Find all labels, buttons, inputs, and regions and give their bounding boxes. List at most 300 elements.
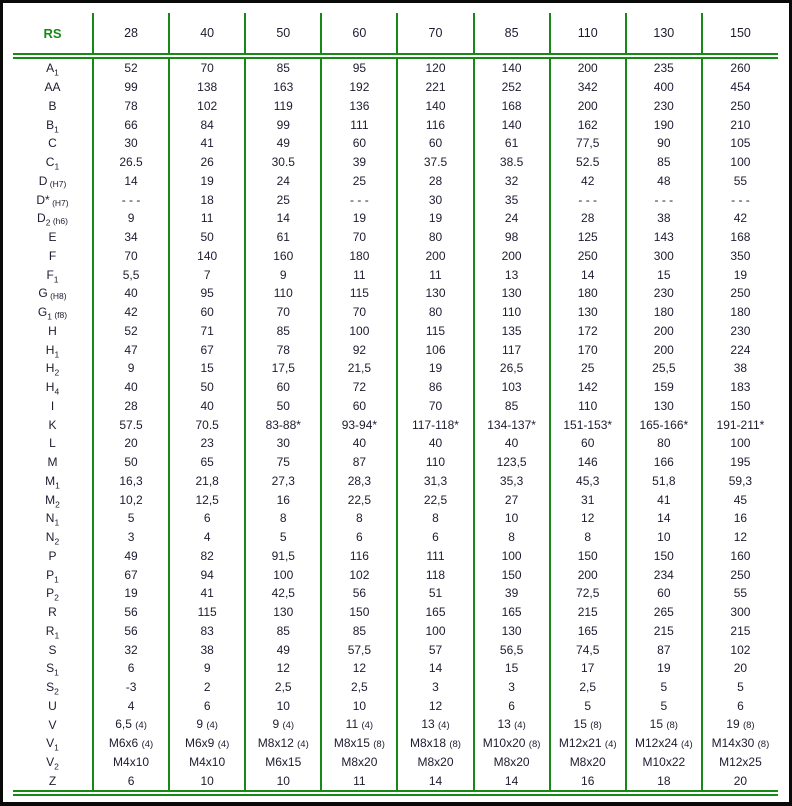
table-cell: 15	[169, 359, 245, 378]
cell-count-note: (4)	[206, 720, 218, 732]
row-label: AA	[44, 80, 61, 95]
table-cell: 12	[702, 528, 778, 547]
table-cell: 52.5	[550, 153, 626, 172]
table-cell: 13 (4)	[474, 715, 550, 734]
table-cell: 4	[169, 528, 245, 547]
table-cell: 14	[397, 772, 473, 794]
table-cell: 10	[626, 528, 702, 547]
table-cell: 130	[397, 284, 473, 303]
table-cell: 150	[321, 603, 397, 622]
table-cell: 78	[93, 97, 169, 116]
table-cell: 18	[626, 772, 702, 794]
table-cell: 123,5	[474, 453, 550, 472]
table-cell: 5	[626, 697, 702, 716]
table-cell: 41	[626, 490, 702, 509]
table-cell: - - -	[550, 190, 626, 209]
table-cell: 159	[626, 378, 702, 397]
table-cell: 98	[474, 228, 550, 247]
table-row	[13, 603, 778, 622]
table-row	[13, 284, 778, 303]
table-cell: 57	[397, 640, 473, 659]
row-label: I	[50, 398, 55, 413]
row-label-subscript: 1	[54, 574, 59, 584]
table-cell: 140	[474, 115, 550, 134]
row-label: $B_1$	[46, 117, 59, 134]
row-label: M	[47, 455, 58, 470]
table-cell: 38	[626, 209, 702, 228]
table-cell: - - -	[93, 190, 169, 209]
table-cell: 87	[626, 640, 702, 659]
cell-count-note: (4)	[282, 720, 295, 732]
table-cell: 150	[626, 547, 702, 566]
table-cell: 252	[474, 78, 550, 97]
table-cell: 71	[169, 322, 245, 341]
table-cell: 49	[93, 547, 169, 566]
row-label-tolerance-note: (h6)	[50, 216, 68, 227]
table-cell: 110	[397, 453, 473, 472]
table-row	[13, 753, 778, 772]
table-row	[13, 490, 778, 509]
table-cell: 400	[626, 78, 702, 97]
dimension-table	[13, 13, 778, 796]
table-cell: 99	[93, 78, 169, 97]
table-cell: M4x10	[93, 753, 169, 772]
table-cell: 300	[702, 603, 778, 622]
row-label: $V_2$	[46, 755, 59, 772]
row-label-subscript: 1	[54, 161, 60, 172]
table-cell: 16	[550, 772, 626, 794]
table-cell: 163	[245, 78, 321, 97]
table-cell: 13 (4)	[397, 715, 473, 734]
row-label-subscript: 2	[54, 686, 59, 697]
column-header: 85	[474, 13, 550, 56]
table-cell: 111	[321, 115, 397, 134]
table-cell: 9	[245, 265, 321, 284]
table-cell: 100	[245, 565, 321, 584]
table-cell: 200	[626, 322, 702, 341]
table-cell: 40	[397, 434, 473, 453]
table-cell: 19	[93, 584, 169, 603]
table-cell: 230	[626, 97, 702, 116]
row-label: $P_2$	[46, 586, 59, 603]
table-cell: 3	[93, 528, 169, 547]
table-cell: 103	[474, 378, 550, 397]
table-cell: 230	[626, 284, 702, 303]
table-cell: 3	[397, 678, 473, 697]
table-cell: 117	[474, 340, 550, 359]
table-cell: 215	[550, 603, 626, 622]
cell-count-note: (8)	[373, 739, 385, 751]
table-cell: 25	[321, 172, 397, 191]
table-cell: 42	[93, 303, 169, 322]
table-cell: 9	[93, 359, 169, 378]
row-label: B	[48, 98, 57, 113]
table-cell: 130	[474, 622, 550, 641]
row-label-subscript: 4	[54, 386, 60, 397]
row-label: $H_1$	[45, 342, 60, 359]
table-cell: 150	[702, 397, 778, 416]
table-row	[13, 509, 778, 528]
table-cell: 12,5	[169, 490, 245, 509]
table-cell: 35	[474, 190, 550, 209]
table-cell: 130	[474, 284, 550, 303]
row-label: H	[48, 323, 57, 338]
cell-count-note: (8)	[666, 720, 678, 732]
cell-count-note: (8)	[757, 739, 770, 751]
table-cell: 16	[245, 490, 321, 509]
table-cell: 49	[245, 134, 321, 153]
table-cell: 136	[321, 97, 397, 116]
column-header: 60	[321, 13, 397, 56]
row-label-subscript: 1	[54, 667, 59, 678]
table-cell: 9 (4)	[245, 715, 321, 734]
table-cell: 67	[93, 565, 169, 584]
row-label: C	[48, 136, 57, 151]
table-row	[13, 565, 778, 584]
table-cell: 5	[550, 697, 626, 716]
table-cell: 50	[245, 397, 321, 416]
row-label: G (H8)	[38, 286, 67, 302]
table-cell: 60	[245, 378, 321, 397]
row-label: D* (H7)	[36, 192, 69, 208]
row-label-tolerance-note: (f8)	[51, 310, 68, 321]
table-row	[13, 622, 778, 641]
table-cell: 6	[93, 772, 169, 794]
table-cell: 28	[397, 172, 473, 191]
table-cell: 80	[397, 228, 473, 247]
table-cell: 160	[245, 247, 321, 266]
table-cell: 6	[474, 697, 550, 716]
table-cell: 119	[245, 97, 321, 116]
table-cell: 191-211*	[702, 415, 778, 434]
table-row	[13, 434, 778, 453]
row-label-subscript: 1	[54, 742, 59, 753]
table-cell: 90	[626, 134, 702, 153]
table-cell: M8x20	[321, 753, 397, 772]
table-cell: 110	[474, 303, 550, 322]
table-cell: 116	[397, 115, 473, 134]
row-label-tolerance-note: (H7)	[49, 197, 69, 208]
table-cell: 27	[474, 490, 550, 509]
table-cell: 14	[626, 509, 702, 528]
table-row	[13, 172, 778, 191]
table-cell: 39	[474, 584, 550, 603]
table-row	[13, 453, 778, 472]
table-cell: 11	[397, 265, 473, 284]
table-cell: 83-88*	[245, 415, 321, 434]
table-cell: 8	[245, 509, 321, 528]
row-label-subscript: 2	[45, 217, 51, 228]
table-cell: 125	[550, 228, 626, 247]
row-label-subscript: 1	[54, 349, 60, 359]
table-cell: 85	[245, 622, 321, 641]
table-cell: 94	[169, 565, 245, 584]
table-cell: 180	[321, 247, 397, 266]
table-cell: 151-153*	[550, 415, 626, 434]
table-cell: 25	[245, 190, 321, 209]
cell-count-note: (8)	[742, 720, 755, 732]
table-cell: 300	[626, 247, 702, 266]
table-cell: 40	[93, 284, 169, 303]
table-row	[13, 56, 778, 78]
table-cell: M10x20 (8)	[474, 734, 550, 753]
table-cell: 70	[321, 228, 397, 247]
table-cell: 60	[321, 134, 397, 153]
table-cell: M8x20	[550, 753, 626, 772]
table-cell: 56	[93, 622, 169, 641]
row-label: $D_2$ (h6)	[37, 211, 68, 228]
table-cell: 260	[702, 56, 778, 78]
table-cell: 5,5	[93, 265, 169, 284]
row-label-subscript: 1	[47, 311, 52, 322]
table-cell: 11 (4)	[321, 715, 397, 734]
table-cell: 19	[397, 359, 473, 378]
table-cell: 92	[321, 340, 397, 359]
table-cell: 30	[245, 434, 321, 453]
table-cell: 6	[93, 659, 169, 678]
table-cell: 165	[550, 622, 626, 641]
cell-count-note: (4)	[361, 720, 374, 732]
table-cell: 91,5	[245, 547, 321, 566]
row-label: $S_1$	[46, 661, 59, 678]
cell-count-note: (8)	[590, 720, 602, 732]
table-row	[13, 115, 778, 134]
table-cell: 102	[702, 640, 778, 659]
table-cell: M8x15 (8)	[321, 734, 397, 753]
row-label-subscript: 2	[54, 536, 60, 547]
table-cell: 6	[702, 697, 778, 716]
table-cell: 2,5	[550, 678, 626, 697]
table-cell: 75	[245, 453, 321, 472]
table-cell: 12	[550, 509, 626, 528]
table-cell: 14	[245, 209, 321, 228]
table-cell: 86	[397, 378, 473, 397]
table-cell: 6,5 (4)	[93, 715, 169, 734]
table-cell: 57.5	[93, 415, 169, 434]
table-cell: 61	[474, 134, 550, 153]
row-label: $H_4$	[45, 380, 60, 397]
table-cell: 14	[550, 265, 626, 284]
table-cell: 100	[702, 434, 778, 453]
row-label-tolerance-note: (H8)	[47, 291, 67, 302]
table-cell: 224	[702, 340, 778, 359]
table-cell: 10,2	[93, 490, 169, 509]
table-cell: 85	[321, 622, 397, 641]
table-cell: 42,5	[245, 584, 321, 603]
table-cell: 72,5	[550, 584, 626, 603]
table-row	[13, 247, 778, 266]
table-cell: 24	[245, 172, 321, 191]
table-cell: 135	[474, 322, 550, 341]
table-cell: 59,3	[702, 472, 778, 491]
table-cell: 5	[626, 678, 702, 697]
table-cell: M12x24 (4)	[626, 734, 702, 753]
dimension-table-wrap	[13, 13, 779, 796]
cell-count-note: (4)	[604, 739, 617, 751]
table-cell: 10	[321, 697, 397, 716]
table-cell: 162	[550, 115, 626, 134]
table-cell: 99	[245, 115, 321, 134]
table-cell: 16	[702, 509, 778, 528]
table-cell: 27,3	[245, 472, 321, 491]
table-cell: 8	[397, 509, 473, 528]
cell-count-note: (4)	[297, 739, 309, 751]
table-cell: 32	[474, 172, 550, 191]
table-row	[13, 303, 778, 322]
table-cell: 11	[321, 265, 397, 284]
table-cell: 42	[550, 172, 626, 191]
column-header: 50	[245, 13, 321, 56]
row-label-subscript: 1	[54, 517, 60, 528]
row-label-subscript: 1	[55, 480, 60, 491]
table-cell: M6x15	[245, 753, 321, 772]
table-cell: 14	[397, 659, 473, 678]
table-cell: 70	[321, 303, 397, 322]
table-cell: 20	[93, 434, 169, 453]
cell-count-note: (4)	[141, 739, 154, 751]
cell-count-note: (8)	[528, 739, 541, 751]
table-cell: 40	[169, 397, 245, 416]
table-cell: 70	[245, 303, 321, 322]
table-cell: 138	[169, 78, 245, 97]
table-cell: 19	[169, 172, 245, 191]
table-cell: 17	[550, 659, 626, 678]
table-cell: 115	[397, 322, 473, 341]
table-cell: 48	[626, 172, 702, 191]
row-label-subscript: 1	[53, 274, 59, 284]
table-cell: 80	[397, 303, 473, 322]
table-cell: 100	[321, 322, 397, 341]
table-cell: M6x9 (4)	[169, 734, 245, 753]
table-cell: 230	[702, 322, 778, 341]
cell-count-note: (4)	[438, 720, 450, 732]
row-label: K	[48, 417, 57, 432]
table-cell: 5	[702, 678, 778, 697]
table-cell: 87	[321, 453, 397, 472]
row-label-subscript: 1	[54, 124, 59, 134]
table-cell: 85	[626, 153, 702, 172]
table-cell: 143	[626, 228, 702, 247]
row-label: R	[48, 605, 57, 620]
table-cell: 250	[702, 565, 778, 584]
table-cell: 50	[93, 453, 169, 472]
table-cell: 70	[169, 56, 245, 78]
table-cell: 70	[397, 397, 473, 416]
table-cell: 28	[550, 209, 626, 228]
table-row	[13, 715, 778, 734]
table-cell: 100	[474, 547, 550, 566]
table-cell: 20	[702, 772, 778, 794]
table-cell: -3	[93, 678, 169, 697]
table-cell: 140	[169, 247, 245, 266]
table-cell: M12x25	[702, 753, 778, 772]
row-label: V	[48, 717, 57, 732]
row-label: D (H7)	[38, 173, 67, 189]
table-cell: 102	[321, 565, 397, 584]
row-label-subscript: 1	[54, 630, 60, 641]
table-row	[13, 190, 778, 209]
table-cell: 265	[626, 603, 702, 622]
table-cell: 28,3	[321, 472, 397, 491]
table-row	[13, 547, 778, 566]
table-cell: 160	[702, 547, 778, 566]
table-cell: 26,5	[474, 359, 550, 378]
table-row	[13, 378, 778, 397]
row-label: Z	[13, 772, 93, 794]
table-cell: 166	[626, 453, 702, 472]
column-header: 70	[397, 13, 473, 56]
table-cell: 35,3	[474, 472, 550, 491]
table-row	[13, 697, 778, 716]
table-cell: 52	[93, 322, 169, 341]
table-cell: 41	[169, 584, 245, 603]
table-cell: 67	[169, 340, 245, 359]
table-cell: 28	[93, 397, 169, 416]
table-cell: 21,5	[321, 359, 397, 378]
table-cell: 140	[397, 97, 473, 116]
table-cell: 74,5	[550, 640, 626, 659]
table-cell: 14	[93, 172, 169, 191]
table-cell: 200	[397, 247, 473, 266]
table-cell: 100	[702, 153, 778, 172]
table-cell: M8x20	[474, 753, 550, 772]
row-label: $V_1$	[46, 736, 59, 753]
table-row	[13, 134, 778, 153]
table-cell: 77,5	[550, 134, 626, 153]
row-label: $P_1$	[46, 567, 59, 584]
table-cell: 31,3	[397, 472, 473, 491]
table-cell: 10	[245, 697, 321, 716]
table-cell: 200	[550, 56, 626, 78]
row-label: $A_1$	[46, 61, 59, 78]
table-cell: 11	[321, 772, 397, 794]
table-cell: 13	[474, 265, 550, 284]
table-cell: 170	[550, 340, 626, 359]
row-label: U	[48, 698, 57, 713]
table-cell: 8	[321, 509, 397, 528]
table-row	[13, 678, 778, 697]
table-cell: 5	[245, 528, 321, 547]
table-cell: 15	[626, 265, 702, 284]
table-cell: 65	[169, 453, 245, 472]
table-cell: 2	[169, 678, 245, 697]
table-cell: 40	[321, 434, 397, 453]
table-cell: - - -	[702, 190, 778, 209]
table-cell: 110	[550, 397, 626, 416]
table-cell: 10	[474, 509, 550, 528]
table-cell: M8x18 (8)	[397, 734, 473, 753]
table-cell: 17,5	[245, 359, 321, 378]
table-cell: 106	[397, 340, 473, 359]
table-cell: 168	[702, 228, 778, 247]
column-header: 150	[702, 13, 778, 56]
row-label-subscript: 2	[54, 761, 59, 772]
row-label: $F_1$	[46, 267, 59, 284]
table-cell: 14	[474, 772, 550, 794]
table-cell: 60	[550, 434, 626, 453]
table-cell: 100	[397, 622, 473, 641]
table-cell: 8	[474, 528, 550, 547]
table-cell: 200	[550, 565, 626, 584]
table-cell: 115	[321, 284, 397, 303]
table-cell: 80	[626, 434, 702, 453]
table-cell: - - -	[321, 190, 397, 209]
table-cell: 49	[245, 640, 321, 659]
table-cell: 9	[169, 659, 245, 678]
table-cell: 21,8	[169, 472, 245, 491]
table-cell: M14x30 (8)	[702, 734, 778, 753]
table-cell: 61	[245, 228, 321, 247]
